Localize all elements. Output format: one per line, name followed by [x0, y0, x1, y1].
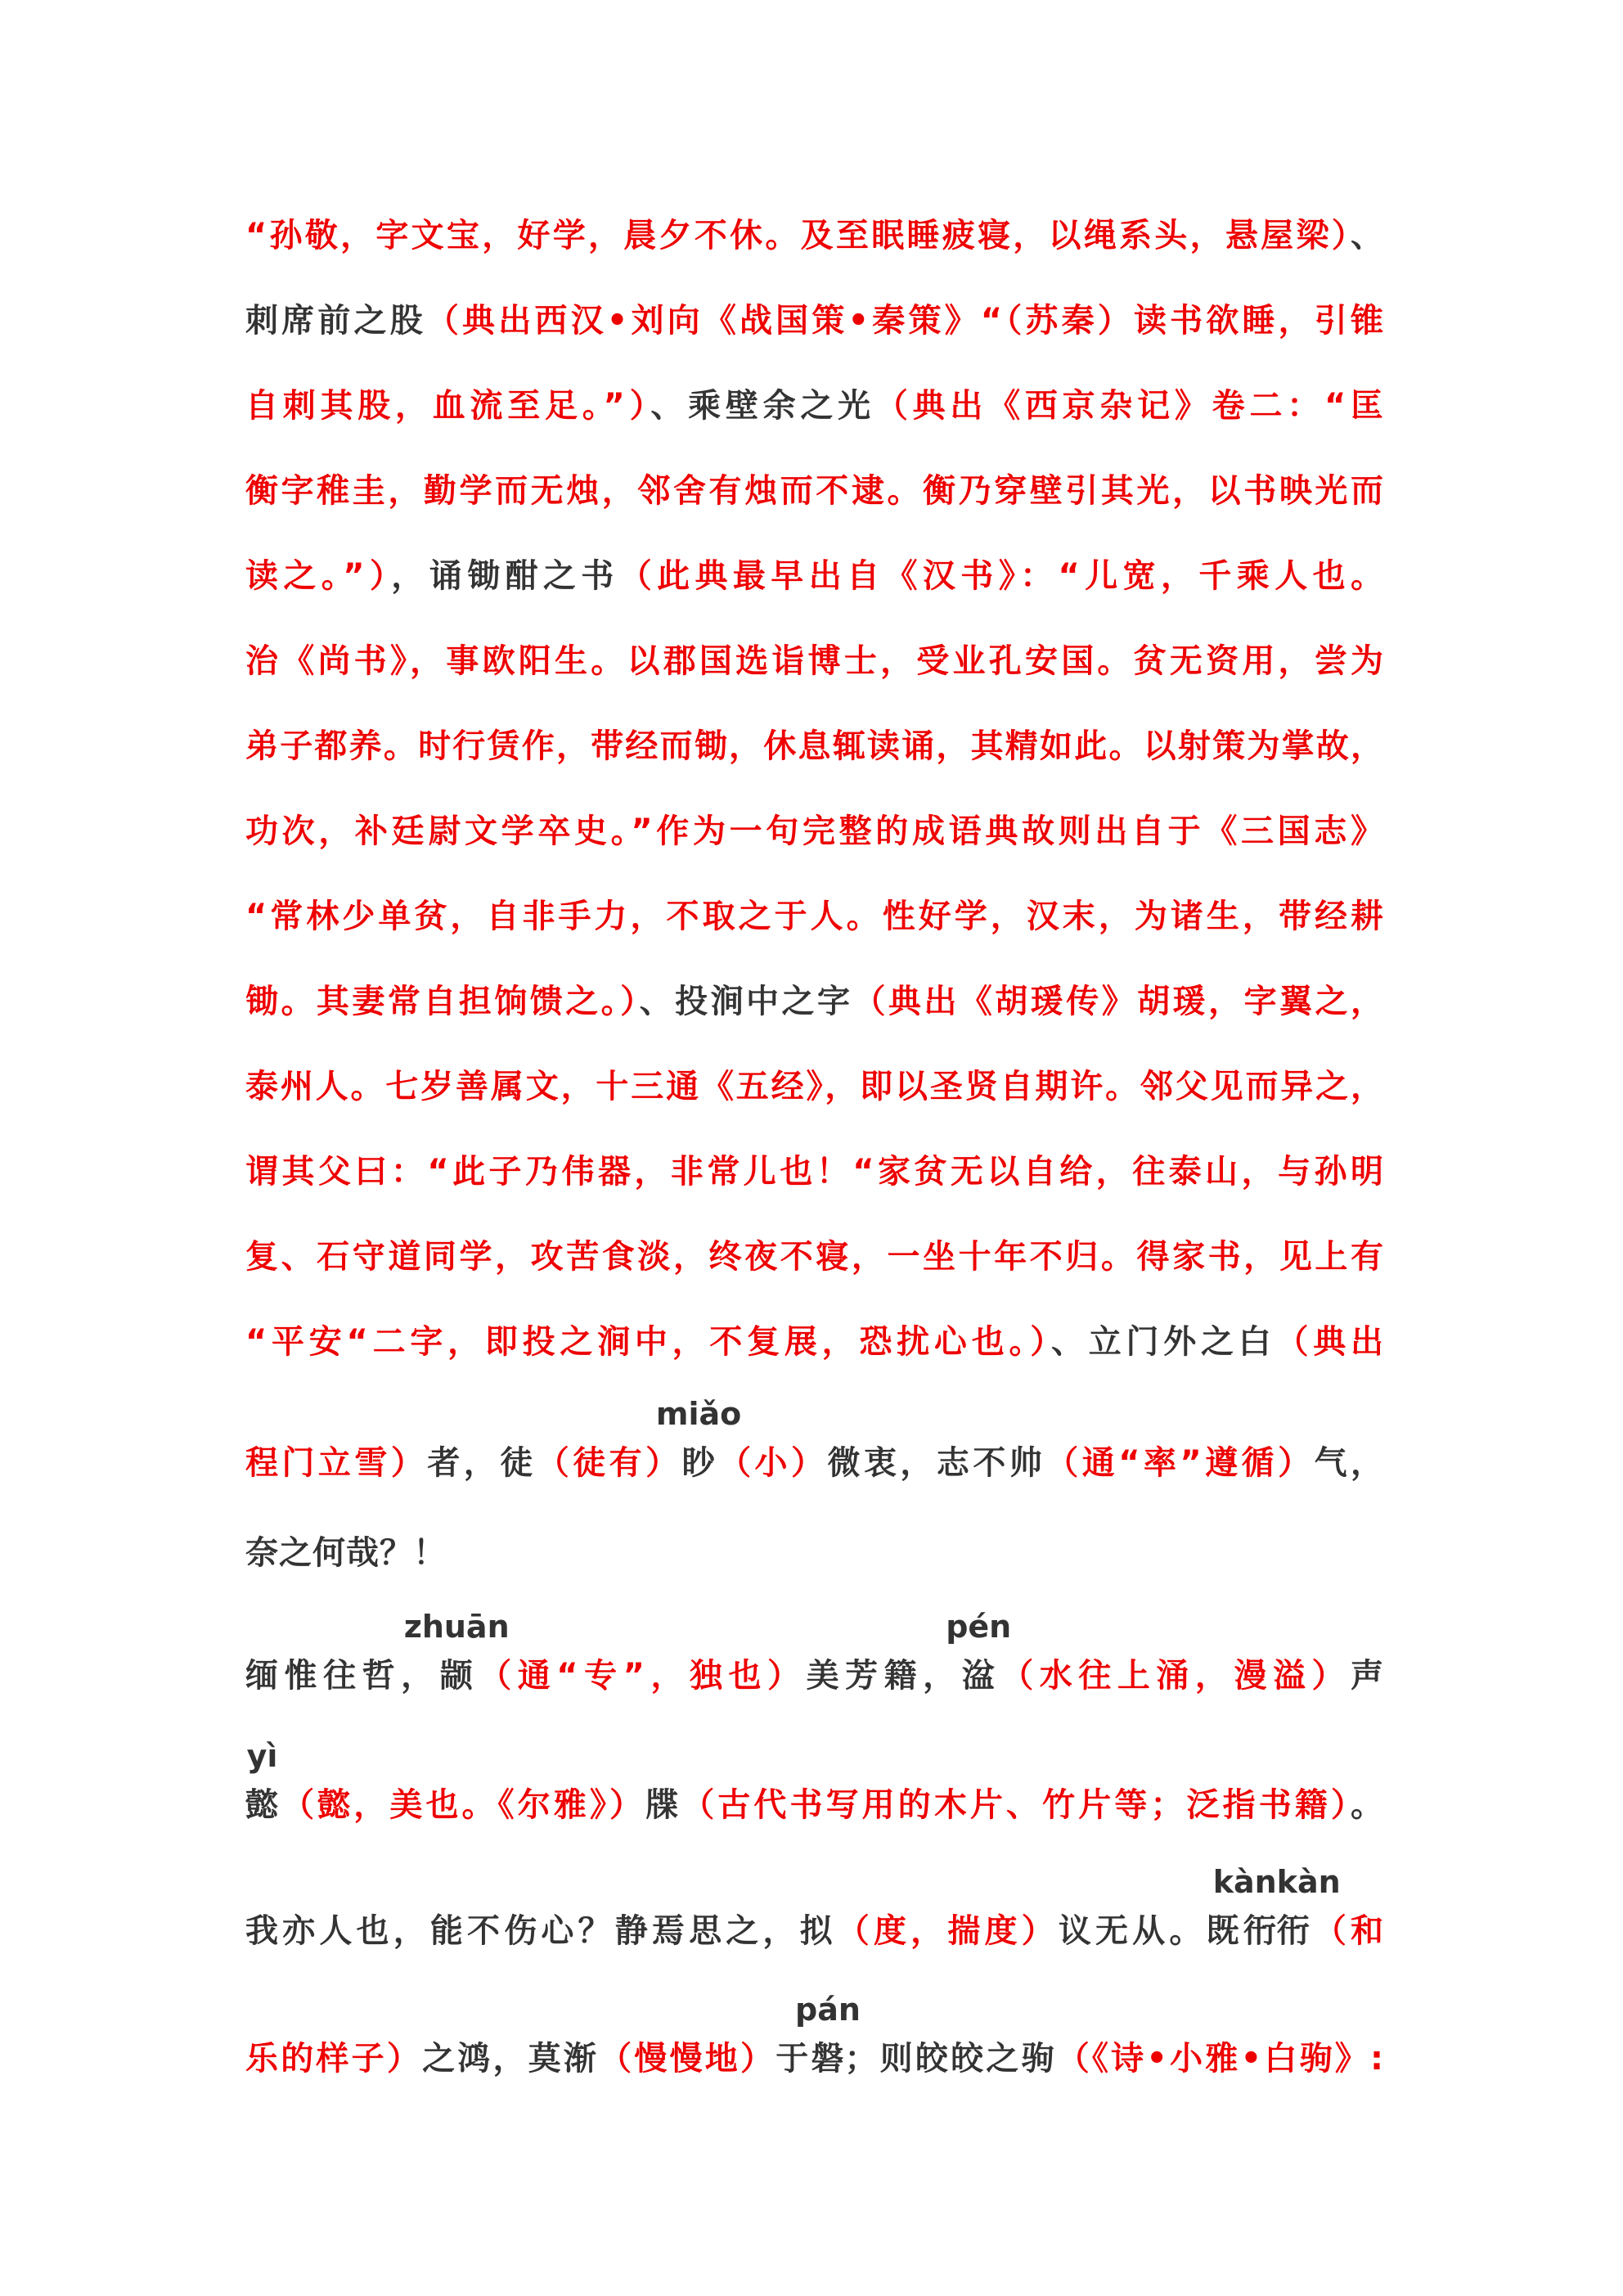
text-line	[245, 1864, 1385, 1956]
body-text: ；则皎皎之驹	[844, 2040, 1057, 2078]
text-line	[245, 551, 1384, 601]
annotation-text: （此典最早出自《汉书》：“儿宽，千乘人也。	[618, 557, 1384, 595]
body-text: 刺席前之股	[245, 302, 426, 340]
body-text: 、投涧中之字	[639, 983, 853, 1020]
text-line	[245, 1738, 1384, 1830]
annotation-text: （典出《西京杂记》卷二：“匡	[874, 387, 1384, 425]
base-character: 衎衎	[1243, 1912, 1311, 1950]
annotation-text: （水往上涌，漫溢）	[995, 1657, 1351, 1695]
text-line	[245, 1232, 1384, 1281]
body-text: 微衷，志不帅	[827, 1444, 1046, 1482]
body-text: 者，徒	[427, 1444, 537, 1482]
annotation-text: 复、石守道同学，攻苦食淡，终夜不寝，一坐十年不归。得家书，见上有	[245, 1238, 1384, 1276]
body-text: 之鸿，莫渐	[422, 2040, 600, 2078]
text-line	[245, 1062, 1384, 1111]
annotation-text: （通“专”，独也）	[473, 1657, 807, 1695]
text-line	[245, 1147, 1384, 1196]
annotation-text: （典出西汉•刘向《战国策•秦策》“（苏秦）读书欲睡，引锥	[425, 302, 1385, 340]
body-text: 牒	[645, 1786, 682, 1824]
base-character: 眇	[681, 1444, 716, 1482]
text-line	[245, 381, 1384, 430]
body-text: 气，	[1314, 1444, 1385, 1482]
annotated-character	[1212, 1864, 1341, 1956]
base-character: 颛	[439, 1657, 474, 1695]
pinyin-annotation: miǎo	[655, 1396, 742, 1432]
text-line	[245, 637, 1384, 686]
text-line	[245, 211, 1384, 260]
base-character: 湓	[961, 1657, 996, 1695]
annotation-text: 乐的样子）	[245, 2040, 423, 2078]
annotation-text: 弟子都养。时行赁作，带经而锄，休息辄读诵，其精如此。以射策为掌故，	[245, 727, 1384, 765]
annotation-text: （典出	[1275, 1323, 1385, 1361]
pinyin-annotation: pán	[795, 1992, 861, 2028]
text-line	[245, 807, 1384, 856]
annotation-text: 锄。其妻常自担饷馈之。）	[245, 983, 640, 1020]
text-line	[245, 1396, 1385, 1488]
pinyin-annotation: yì	[246, 1738, 278, 1774]
pinyin-annotation: zhuān	[403, 1609, 510, 1645]
annotation-text: 功次，补廷尉文学卒史。”作为一句完整的成语典故则出自于《三国志》	[245, 813, 1384, 850]
body-text: 美芳籍，	[806, 1657, 962, 1695]
annotated-character	[946, 1609, 1012, 1700]
text-line	[245, 466, 1384, 515]
annotated-character	[245, 1738, 279, 1830]
text-line	[245, 296, 1384, 345]
annotation-text: （小）	[715, 1444, 828, 1482]
body-text: 奈之何哉？！	[245, 1534, 447, 1572]
body-text: 、	[1351, 217, 1384, 254]
text-line	[245, 1992, 1385, 2083]
annotation-text: “孙敬，字文宝，好学，晨夕不休。及至眠睡疲寝，以绳系头，悬屋梁）	[245, 217, 1351, 254]
annotation-text: 治《尚书》，事欧阳生。以郡国选诣博士，受业孔安国。贫无资用，尝为	[245, 642, 1384, 680]
annotated-character	[403, 1609, 510, 1700]
text-line	[245, 1609, 1385, 1700]
body-text: ，诵锄酣之书	[391, 557, 619, 595]
text-line	[245, 722, 1384, 771]
annotated-character	[795, 1992, 861, 2083]
annotation-text: 自刺其股，血流至足。”）	[245, 387, 651, 425]
annotation-text: （典出《胡瑗传》胡瑗，字翼之，	[852, 983, 1384, 1020]
annotation-text: 谓其父曰：“此子乃伟器，非常儿也！“家贫无以自给，往泰山，与孙明	[245, 1153, 1384, 1191]
text-line	[245, 977, 1384, 1026]
base-character: 懿	[245, 1786, 279, 1824]
body-text: 我亦人也，能不伤心？静焉思之，拟	[245, 1912, 837, 1950]
annotation-text: 泰州人。七岁善属文，十三通《五经》，即以圣贤自期许。邻父见而异之，	[245, 1068, 1384, 1105]
annotated-character	[655, 1396, 742, 1488]
annotation-text: “常林少单贫，自非手力，不取之于人。性好学，汉末，为诸生，带经耕	[245, 898, 1384, 935]
body-text: 声	[1351, 1657, 1385, 1695]
pinyin-annotation: kànkàn	[1212, 1864, 1341, 1900]
base-character: 磐	[811, 2040, 845, 2078]
annotation-text: 程门立雪）	[245, 1444, 428, 1482]
annotation-text: （古代书写用的木片、竹片等；泛指书籍）	[681, 1786, 1351, 1824]
annotation-text: “平安“二字，即投之涧中，不复展，恐扰心也。）	[245, 1323, 1051, 1361]
annotation-text: （《诗•小雅•白驹》:	[1056, 2040, 1385, 2078]
body-text: 。	[1351, 1786, 1384, 1824]
body-text: 、立门外之白	[1050, 1323, 1276, 1361]
body-text: 于	[776, 2040, 812, 2078]
body-text: 议无从。既	[1058, 1912, 1243, 1950]
annotation-text: （通“率”遵循）	[1045, 1444, 1315, 1482]
annotation-text: （徒有）	[536, 1444, 682, 1482]
body-text: 、乘壁余之光	[650, 387, 875, 425]
annotation-text: 衡字稚圭，勤学而无烛，邻舍有烛而不逮。衡乃穿壁引其光，以书映光而	[245, 472, 1384, 510]
pinyin-annotation: pén	[946, 1609, 1012, 1645]
annotation-text: （慢慢地）	[599, 2040, 776, 2078]
annotation-text: （懿，美也。《尔雅》）	[279, 1786, 646, 1824]
annotation-text: 读之。”）	[245, 557, 392, 595]
annotation-text: （度，揣度）	[836, 1912, 1059, 1950]
text-line	[245, 1317, 1384, 1366]
text-line	[245, 892, 1384, 941]
body-text: 缅惟往哲，	[245, 1657, 440, 1695]
annotation-text: （和	[1310, 1912, 1385, 1950]
text-line	[245, 1528, 1384, 1578]
